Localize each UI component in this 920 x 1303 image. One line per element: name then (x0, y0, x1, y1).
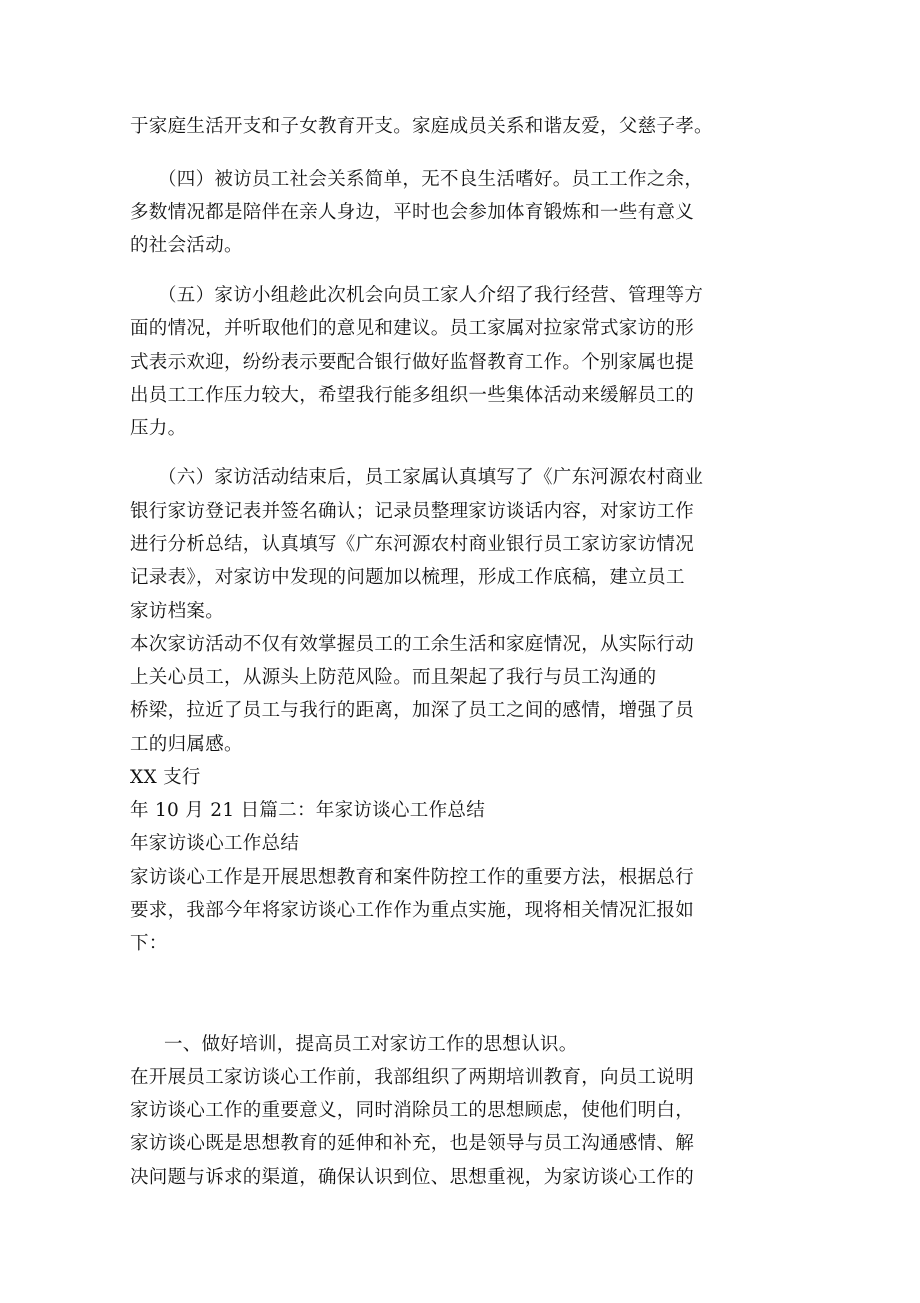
text-line: 在开展员工家访谈心工作前，我部组织了两期培训教育，向员工说明 (130, 1067, 695, 1088)
text-line: 家访谈心既是思想教育的延伸和补充，也是领导与员工沟通感情、解 (130, 1133, 695, 1154)
text-line: 式表示欢迎，纷纷表示要配合银行做好监督教育工作。个别家属也提 (130, 352, 695, 373)
text-line: 家访谈心工作的重要意义，同时消除员工的思想顾虑，使他们明白， (130, 1100, 695, 1121)
text-line: 多数情况都是陪伴在亲人身边，平时也会参加体育锻炼和一些有意义 (130, 202, 695, 223)
text-line: 银行家访登记表并签名确认；记录员整理家访谈话内容，对家访工作 (130, 501, 695, 522)
text-line: 家访档案。 (130, 601, 225, 622)
text-line: 进行分析总结，认真填写《广东河源农村商业银行员工家访家访情况 (130, 534, 695, 555)
text-line: 桥梁，拉近了员工与我行的距离，加深了员工之间的感情，增强了员 (130, 700, 695, 721)
text-line: 压力。 (130, 418, 187, 439)
section-heading: 一、做好培训，提高员工对家访工作的思想认识。 (164, 1034, 578, 1055)
text-line: 的社会活动。 (130, 235, 243, 256)
text-line: 下： (130, 933, 168, 954)
text-line: （四）被访员工社会关系简单，无不良生活嗜好。员工工作之余， (158, 169, 704, 190)
text-line: （六）家访活动结束后，员工家属认真填写了《广东河源农村商业 (158, 467, 704, 488)
text-line: 面的情况，并听取他们的意见和建议。员工家属对拉家常式家访的形 (130, 318, 695, 339)
text-line: 记录表》，对家访中发现的问题加以梳理，形成工作底稿，建立员工 (130, 567, 685, 588)
text-line: 决问题与诉求的渠道，确保认识到位、思想重视，为家访谈心工作的 (130, 1167, 695, 1188)
text-line: 家访谈心工作是开展思想教育和案件防控工作的重要方法，根据总行 (130, 867, 695, 888)
text-line: 要求，我部今年将家访谈心工作作为重点实施，现将相关情况汇报如 (130, 900, 695, 921)
signature-branch: XX 支行 (130, 767, 201, 788)
text-line: 于家庭生活开支和子女教育开支。家庭成员关系和谐友爱，父慈子孝。 (130, 116, 713, 137)
text-line: 工的归属感。 (130, 734, 243, 755)
section-title: 年家访谈心工作总结 (130, 833, 300, 854)
text-line: （五）家访小组趁此次机会向员工家人介绍了我行经营、管理等方 (158, 285, 704, 306)
date-line: 年 10 月 21 日篇二：年家访谈心工作总结 (130, 800, 486, 821)
text-line: 出员工工作压力较大，希望我行能多组织一些集体活动来缓解员工的 (130, 385, 695, 406)
text-line: 上关心员工，从源头上防范风险。而且架起了我行与员工沟通的 (130, 667, 657, 688)
text-line: 本次家访活动不仅有效掌握员工的工余生活和家庭情况，从实际行动 (130, 634, 695, 655)
